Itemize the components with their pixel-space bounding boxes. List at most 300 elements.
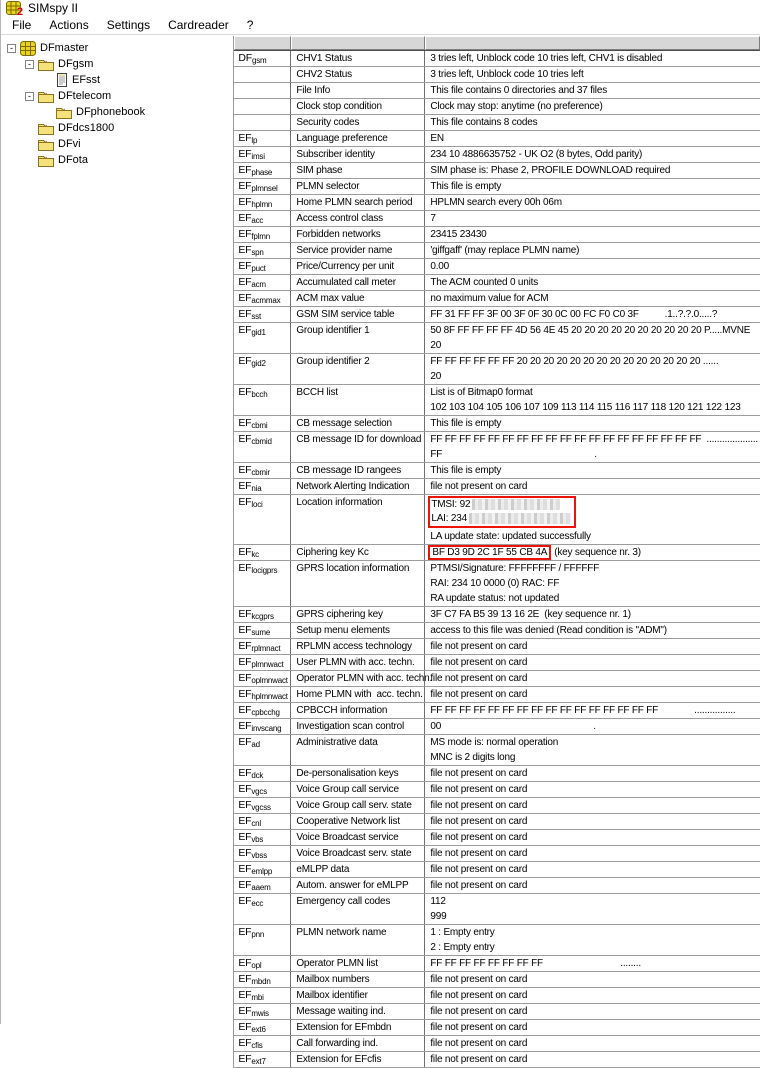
ef-name-cell bbox=[234, 416, 291, 431]
description-cell: De-personalisation keys bbox=[291, 766, 425, 781]
ef-name-cell bbox=[234, 846, 291, 861]
value-cell: file not present on card bbox=[430, 1054, 528, 1065]
table-row[interactable] bbox=[234, 307, 760, 323]
file-icon bbox=[56, 73, 68, 87]
table-row[interactable] bbox=[234, 416, 760, 432]
ef-name-cell bbox=[234, 495, 291, 544]
value-cell: 3 tries left, Unblock code 10 tries left, CHV1 is disabled bbox=[430, 53, 663, 64]
ef-name: EF bbox=[238, 624, 252, 636]
ef-name: EF bbox=[238, 276, 252, 288]
table-row[interactable] bbox=[234, 163, 760, 179]
table-row[interactable] bbox=[234, 719, 760, 735]
value-cell: file not present on card bbox=[430, 768, 528, 779]
ef-name: EF bbox=[238, 973, 252, 985]
description-cell: Call forwarding ind. bbox=[291, 1036, 425, 1051]
table-row[interactable] bbox=[234, 561, 760, 607]
ef-name-subscript: mbdn bbox=[251, 977, 271, 986]
table-row[interactable] bbox=[234, 1052, 760, 1068]
ef-name-subscript: invscang bbox=[251, 724, 282, 733]
table-row[interactable] bbox=[234, 479, 760, 495]
ef-name-subscript: vbss bbox=[251, 851, 268, 860]
ef-name-cell bbox=[234, 307, 291, 322]
tree-item-dfvi[interactable] bbox=[4, 136, 233, 152]
value-cell: PTMSI/Signature: FFFFFFFF / FFFFFF RAI: 234 10 0000 (0) RAC: FF RA update status: not updated bbox=[430, 563, 600, 604]
ef-name-cell bbox=[234, 83, 291, 98]
ef-name-subscript: plmnwact bbox=[251, 660, 284, 669]
file-tree-panel bbox=[1, 36, 234, 1068]
ef-name-cell bbox=[234, 655, 291, 670]
ef-name-cell bbox=[234, 956, 291, 971]
value-cell: file not present on card bbox=[430, 641, 528, 652]
ef-name: EF bbox=[238, 863, 252, 875]
ef-name-subscript: ext7 bbox=[251, 1057, 266, 1066]
ef-name-subscript: pnn bbox=[251, 930, 265, 939]
description-cell: Group identifier 1 bbox=[291, 323, 425, 353]
description-cell: Group identifier 2 bbox=[291, 354, 425, 384]
ef-name: EF bbox=[238, 355, 252, 367]
ef-name-subscript: imsi bbox=[251, 152, 265, 161]
ef-name: EF bbox=[238, 433, 252, 445]
table-row[interactable] bbox=[234, 735, 760, 766]
ef-name: EF bbox=[238, 196, 252, 208]
folder-icon bbox=[38, 90, 54, 103]
description-cell: Message waiting ind. bbox=[291, 1004, 425, 1019]
ef-name: EF bbox=[238, 720, 252, 732]
ef-name-subscript: acm bbox=[251, 280, 266, 289]
description-cell: Clock stop condition bbox=[291, 99, 425, 114]
description-cell: Voice Broadcast service bbox=[291, 830, 425, 845]
ef-name: EF bbox=[238, 815, 252, 827]
ef-name-cell bbox=[234, 830, 291, 845]
ef-name-subscript: acc bbox=[251, 216, 264, 225]
ef-name-subscript: gid1 bbox=[251, 328, 266, 337]
ef-name-cell bbox=[234, 243, 291, 258]
ef-name-cell bbox=[234, 275, 291, 290]
description-cell: Location information bbox=[291, 495, 425, 544]
value-cell: access to this file was denied (Read condition is "ADM") bbox=[430, 625, 667, 636]
value-cell: 1 : Empty entry 2 : Empty entry bbox=[430, 927, 495, 953]
menu-item-help[interactable]: ? bbox=[246, 18, 254, 32]
table-row[interactable] bbox=[234, 925, 760, 956]
ef-name-cell bbox=[234, 798, 291, 813]
value-cell: 7 bbox=[430, 213, 436, 224]
value-cell: List is of Bitmap0 format 102 103 104 105 106 107 109 113 114 115 116 117 118 120 121 122 123 bbox=[430, 387, 741, 413]
ef-name: EF bbox=[238, 386, 252, 398]
ef-name-subscript: oplmnwact bbox=[251, 676, 288, 685]
ef-name: EF bbox=[238, 1021, 252, 1033]
table-row[interactable] bbox=[234, 703, 760, 719]
ef-name-cell bbox=[234, 259, 291, 274]
description-cell: Price/Currency per unit bbox=[291, 259, 425, 274]
value-cell: 112 999 bbox=[430, 896, 447, 922]
ef-name-cell bbox=[234, 719, 291, 734]
table-row[interactable] bbox=[234, 988, 760, 1004]
table-row[interactable] bbox=[234, 432, 760, 463]
tree-item-label: DFvi bbox=[58, 138, 81, 150]
description-cell: Subscriber identity bbox=[291, 147, 425, 162]
table-row[interactable] bbox=[234, 115, 760, 131]
description-cell: Investigation scan control bbox=[291, 719, 425, 734]
value-cell: FF FF FF FF FF FF FF FF FF FF FF FF FF FF FF FF ................ bbox=[430, 705, 736, 716]
value-cell: FF 31 FF FF 3F 00 3F 0F 30 0C 00 FC F0 C0 3F .1..?.?.0.....? bbox=[430, 309, 718, 320]
value-cell: file not present on card bbox=[430, 481, 528, 492]
ef-name: EF bbox=[238, 417, 252, 429]
table-row[interactable] bbox=[234, 211, 760, 227]
table-row[interactable] bbox=[234, 878, 760, 894]
value-cell: This file is empty bbox=[430, 181, 502, 192]
ef-name: EF bbox=[238, 1037, 252, 1049]
table-row[interactable] bbox=[234, 323, 760, 354]
ef-name: EF bbox=[238, 688, 252, 700]
ef-name: EF bbox=[238, 148, 252, 160]
table-row[interactable] bbox=[234, 671, 760, 687]
description-cell: Forbidden networks bbox=[291, 227, 425, 242]
tree-item-dfota[interactable] bbox=[4, 152, 233, 168]
folder-icon bbox=[38, 58, 54, 71]
ef-name-subscript: bcch bbox=[251, 390, 268, 399]
description-cell: CB message selection bbox=[291, 416, 425, 431]
ef-name: EF bbox=[238, 464, 252, 476]
highlight-box-location: TMSI: 92 LAI: 234 bbox=[428, 496, 576, 528]
description-cell: Autom. answer for eMLPP bbox=[291, 878, 425, 893]
redacted-lai-value bbox=[469, 513, 571, 524]
table-row[interactable] bbox=[234, 782, 760, 798]
ef-name-cell bbox=[234, 291, 291, 306]
ef-name-subscript: plmnsel bbox=[251, 184, 278, 193]
description-cell: Network Alerting Indication bbox=[291, 479, 425, 494]
table-row[interactable] bbox=[234, 495, 760, 545]
table-row[interactable] bbox=[234, 291, 760, 307]
description-cell: SIM phase bbox=[291, 163, 425, 178]
ef-name-subscript: spn bbox=[251, 248, 264, 257]
description-cell: Operator PLMN list bbox=[291, 956, 425, 971]
ef-name-subscript: aaem bbox=[251, 883, 271, 892]
tree-item-dfgsm[interactable] bbox=[4, 56, 233, 72]
ef-name: EF bbox=[238, 895, 252, 907]
ef-name-subscript: sst bbox=[251, 312, 261, 321]
description-cell: Accumulated call meter bbox=[291, 275, 425, 290]
table-row[interactable] bbox=[234, 846, 760, 862]
ef-name-cell bbox=[234, 67, 291, 82]
description-cell: CPBCCH information bbox=[291, 703, 425, 718]
table-row[interactable] bbox=[234, 687, 760, 703]
ef-name-subscript: ecc bbox=[251, 899, 264, 908]
ef-name: EF bbox=[238, 783, 252, 795]
table-row[interactable] bbox=[234, 275, 760, 291]
table-row[interactable] bbox=[234, 131, 760, 147]
description-cell: Ciphering key Kc bbox=[291, 545, 425, 560]
table-row[interactable] bbox=[234, 51, 760, 67]
tree-item-label: EFsst bbox=[72, 74, 101, 86]
value-cell: This file is empty bbox=[430, 465, 502, 476]
ef-name-subscript: cfis bbox=[251, 1041, 263, 1050]
description-cell: Language preference bbox=[291, 131, 425, 146]
ef-name-subscript: vbs bbox=[251, 835, 264, 844]
ef-name-subscript: cbmi bbox=[251, 421, 268, 430]
description-cell: Mailbox identifier bbox=[291, 988, 425, 1003]
table-row[interactable] bbox=[234, 972, 760, 988]
chip-icon bbox=[20, 41, 36, 56]
ef-name: EF bbox=[238, 831, 252, 843]
description-cell: Emergency call codes bbox=[291, 894, 425, 924]
tree-expander-icon[interactable]: - bbox=[7, 44, 16, 53]
ef-name-cell bbox=[234, 227, 291, 242]
ef-name-cell bbox=[234, 671, 291, 686]
description-cell: PLMN selector bbox=[291, 179, 425, 194]
ef-name: DF bbox=[238, 52, 252, 64]
ef-name-cell bbox=[234, 131, 291, 146]
ef-name-cell bbox=[234, 51, 291, 66]
value-cell: file not present on card bbox=[430, 689, 528, 700]
description-cell: Security codes bbox=[291, 115, 425, 130]
ef-name: EF bbox=[238, 180, 252, 192]
description-cell: GPRS ciphering key bbox=[291, 607, 425, 622]
ef-name-cell bbox=[234, 147, 291, 162]
ef-name-cell bbox=[234, 878, 291, 893]
ef-name-subscript: cbmid bbox=[251, 437, 272, 446]
ef-name-cell bbox=[234, 766, 291, 781]
description-cell: Administrative data bbox=[291, 735, 425, 765]
ef-name-cell bbox=[234, 1004, 291, 1019]
table-header-ef-column[interactable] bbox=[234, 36, 291, 50]
tree-item-label: DFtelecom bbox=[58, 90, 112, 102]
ef-name-subscript: gid2 bbox=[251, 359, 266, 368]
table-row[interactable] bbox=[234, 830, 760, 846]
ef-name-cell bbox=[234, 1036, 291, 1051]
value-cell: file not present on card bbox=[430, 1022, 528, 1033]
ef-name-subscript: dck bbox=[251, 771, 264, 780]
ef-name: EF bbox=[238, 260, 252, 272]
ef-name-subscript: phase bbox=[251, 168, 273, 177]
table-row[interactable] bbox=[234, 956, 760, 972]
value-cell: 23415 23430 bbox=[430, 229, 487, 240]
ef-name-cell bbox=[234, 163, 291, 178]
description-cell: CB message ID for download bbox=[291, 432, 425, 462]
ef-name-cell bbox=[234, 925, 291, 955]
tree-item-label: DFphonebook bbox=[76, 106, 146, 118]
table-row[interactable] bbox=[234, 354, 760, 385]
table-row[interactable] bbox=[234, 798, 760, 814]
ef-name-subscript: cnl bbox=[251, 819, 262, 828]
description-cell: Cooperative Network list bbox=[291, 814, 425, 829]
description-cell: Access control class bbox=[291, 211, 425, 226]
table-header-row bbox=[234, 36, 760, 51]
value-cell: This file contains 8 codes bbox=[430, 117, 538, 128]
title-bar bbox=[1, 0, 760, 16]
file-detail-panel bbox=[234, 36, 760, 1068]
value-cell: TMSI: 92 LAI: 234 LA update state: updated successfully bbox=[425, 495, 760, 544]
value-cell: EN bbox=[430, 133, 444, 144]
ef-name-subscript: cbmir bbox=[251, 468, 270, 477]
value-cell: 0.00 bbox=[430, 261, 450, 272]
ef-name-subscript: emlpp bbox=[251, 867, 273, 876]
description-cell: User PLMN with acc. techn. bbox=[291, 655, 425, 670]
ef-name-subscript: cpbcchg bbox=[251, 708, 280, 717]
ef-name: EF bbox=[238, 736, 252, 748]
ef-name: EF bbox=[238, 847, 252, 859]
ef-name-cell bbox=[234, 623, 291, 638]
ef-name-cell bbox=[234, 735, 291, 765]
ef-name-subscript: ad bbox=[251, 740, 260, 749]
table-row[interactable] bbox=[234, 655, 760, 671]
ef-name-cell bbox=[234, 323, 291, 353]
value-cell: Clock may stop: anytime (no preference) bbox=[430, 101, 603, 112]
table-row[interactable] bbox=[234, 766, 760, 782]
description-cell: File Info bbox=[291, 83, 425, 98]
ef-name: EF bbox=[238, 132, 252, 144]
value-cell: FF FF FF FF FF FF FF FF FF FF FF FF FF FF FF FF FF FF FF .................... FF . bbox=[430, 434, 758, 460]
value-cell: no maximum value for ACM bbox=[430, 293, 549, 304]
value-cell: file not present on card bbox=[430, 864, 528, 875]
table-row[interactable] bbox=[234, 1020, 760, 1036]
tree-item-label: DFota bbox=[58, 154, 88, 166]
table-row[interactable] bbox=[234, 83, 760, 99]
table-row[interactable] bbox=[234, 623, 760, 639]
menu-item-cardreader[interactable]: Cardreader bbox=[168, 18, 229, 32]
table-row[interactable] bbox=[234, 147, 760, 163]
table-row[interactable] bbox=[234, 67, 760, 83]
table-row[interactable] bbox=[234, 1036, 760, 1052]
ef-name: EF bbox=[238, 546, 252, 558]
ef-name: EF bbox=[238, 1005, 252, 1017]
value-cell: file not present on card bbox=[430, 848, 528, 859]
description-cell: CHV2 Status bbox=[291, 67, 425, 82]
table-row[interactable] bbox=[234, 463, 760, 479]
table-row[interactable] bbox=[234, 894, 760, 925]
value-cell: file not present on card bbox=[430, 1038, 528, 1049]
tree-item-label: DFdcs1800 bbox=[58, 122, 115, 134]
value-cell: file not present on card bbox=[430, 816, 528, 827]
table-row[interactable] bbox=[234, 243, 760, 259]
value-cell: file not present on card bbox=[430, 673, 528, 684]
description-cell: Mailbox numbers bbox=[291, 972, 425, 987]
value-cell: 00 . bbox=[430, 721, 596, 732]
value-cell: The ACM counted 0 units bbox=[430, 277, 539, 288]
tree-item-efsst[interactable] bbox=[4, 72, 233, 88]
ef-name: EF bbox=[238, 608, 252, 620]
value-cell: FF FF FF FF FF FF 20 20 20 20 20 20 20 20 20 20 20 20 20 20 ...... 20 bbox=[430, 356, 719, 382]
description-cell: ACM max value bbox=[291, 291, 425, 306]
description-cell: eMLPP data bbox=[291, 862, 425, 877]
value-cell: This file contains 0 directories and 37 files bbox=[430, 85, 607, 96]
ef-name-cell bbox=[234, 894, 291, 924]
table-row[interactable] bbox=[234, 385, 760, 416]
table-row[interactable] bbox=[234, 1004, 760, 1020]
value-cell: file not present on card bbox=[430, 974, 528, 985]
ef-name: EF bbox=[238, 799, 252, 811]
table-header-value-column[interactable] bbox=[425, 36, 760, 50]
table-row[interactable] bbox=[234, 545, 760, 561]
ef-name-subscript: opl bbox=[251, 961, 262, 970]
description-cell: GPRS location information bbox=[291, 561, 425, 606]
table-row[interactable] bbox=[234, 607, 760, 623]
value-cell: 'giffgaff' (may replace PLMN name) bbox=[430, 245, 580, 256]
ef-name-subscript: vgcs bbox=[251, 787, 268, 796]
ef-name-subscript: nia bbox=[251, 484, 262, 493]
ef-name-cell bbox=[234, 479, 291, 494]
tree-expander-icon[interactable]: - bbox=[25, 60, 34, 69]
description-cell: PLMN network name bbox=[291, 925, 425, 955]
ef-name-cell bbox=[234, 988, 291, 1003]
ef-name-cell bbox=[234, 782, 291, 797]
ef-name-cell bbox=[234, 703, 291, 718]
table-row[interactable] bbox=[234, 99, 760, 115]
ef-name-cell bbox=[234, 687, 291, 702]
ef-name-cell bbox=[234, 463, 291, 478]
ef-name: EF bbox=[238, 879, 252, 891]
ef-name-cell bbox=[234, 195, 291, 210]
ef-name-cell bbox=[234, 1020, 291, 1035]
ef-name: EF bbox=[238, 656, 252, 668]
tree-item-dfphonebook[interactable] bbox=[4, 104, 233, 120]
ef-name-cell bbox=[234, 99, 291, 114]
table-row[interactable] bbox=[234, 179, 760, 195]
table-row[interactable] bbox=[234, 862, 760, 878]
value-cell: file not present on card bbox=[430, 990, 528, 1001]
ef-name: EF bbox=[238, 640, 252, 652]
ef-name-subscript: hplmnwact bbox=[251, 692, 288, 701]
description-cell: CB message ID rangees bbox=[291, 463, 425, 478]
description-cell: Extension for EFmbdn bbox=[291, 1020, 425, 1035]
description-cell: Voice Broadcast serv. state bbox=[291, 846, 425, 861]
value-cell: file not present on card bbox=[430, 880, 528, 891]
menu-item-settings[interactable]: Settings bbox=[106, 18, 151, 32]
ef-name-cell bbox=[234, 354, 291, 384]
description-cell: Voice Group call service bbox=[291, 782, 425, 797]
ef-name-subscript: sume bbox=[251, 628, 271, 637]
tree-expander-icon[interactable]: - bbox=[25, 92, 34, 101]
description-cell: Operator PLMN with acc. techn. bbox=[291, 671, 425, 686]
description-cell: Setup menu elements bbox=[291, 623, 425, 638]
table-header-description-column[interactable] bbox=[291, 36, 425, 50]
ef-name-subscript: mbi bbox=[251, 993, 264, 1002]
table-row[interactable] bbox=[234, 259, 760, 275]
menu-item-actions[interactable]: Actions bbox=[49, 18, 89, 32]
table-row[interactable] bbox=[234, 639, 760, 655]
tree-item-dftelecom[interactable] bbox=[4, 88, 233, 104]
table-row[interactable] bbox=[234, 227, 760, 243]
table-row[interactable] bbox=[234, 195, 760, 211]
folder-icon bbox=[38, 122, 54, 135]
menu-bar bbox=[1, 16, 760, 35]
description-cell: CHV1 Status bbox=[291, 51, 425, 66]
value-cell: MS mode is: normal operation MNC is 2 digits long bbox=[430, 737, 559, 763]
ef-name: EF bbox=[238, 308, 252, 320]
tree-item-dfmaster[interactable] bbox=[4, 40, 233, 56]
app-icon-badge-2: 2 bbox=[16, 6, 23, 18]
ef-name-cell bbox=[234, 211, 291, 226]
tree-item-dfdcs1800[interactable] bbox=[4, 120, 233, 136]
ef-name: EF bbox=[238, 292, 252, 304]
ef-name: EF bbox=[238, 672, 252, 684]
ef-name-subscript: rplmnact bbox=[251, 644, 281, 653]
ef-name-subscript: locigprs bbox=[251, 566, 278, 575]
description-cell: Home PLMN with acc. techn. bbox=[291, 687, 425, 702]
ef-name: EF bbox=[238, 244, 252, 256]
ef-name: EF bbox=[238, 562, 252, 574]
highlight-box-kc: BF D3 9D 2C 1F 55 CB 4A bbox=[428, 545, 551, 560]
ef-name: EF bbox=[238, 704, 252, 716]
menu-item-file[interactable]: File bbox=[12, 18, 32, 32]
value-cell: file not present on card bbox=[430, 657, 528, 668]
description-cell: BCCH list bbox=[291, 385, 425, 415]
value-cell: 50 8F FF FF FF FF 4D 56 4E 45 20 20 20 20 20 20 20 20 20 20 P.....MVNE 20 bbox=[430, 325, 751, 351]
table-row[interactable] bbox=[234, 814, 760, 830]
ef-name-subscript: fplmn bbox=[251, 232, 270, 241]
value-cell: file not present on card bbox=[430, 1006, 528, 1017]
ef-name-cell bbox=[234, 561, 291, 606]
ef-name: EF bbox=[238, 324, 252, 336]
